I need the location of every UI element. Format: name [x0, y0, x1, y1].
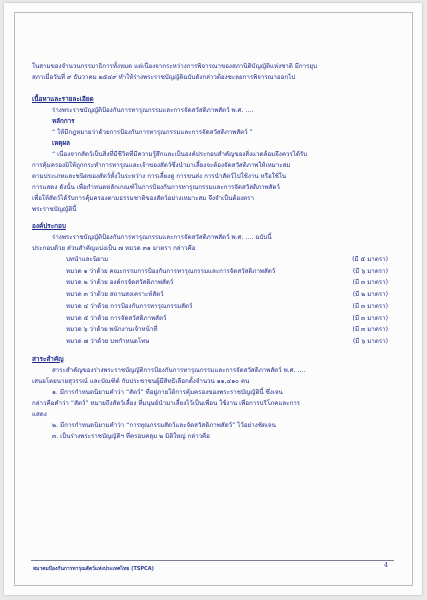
essence-line: สาระสำคัญของร่างพระราชบัญญัติการป้องกันการทารุณกรรมและการจัดสวัสดิภาพสัตว์ พ.ศ. .... — [52, 366, 306, 374]
chapter-row — [32, 289, 388, 301]
footer-divider — [31, 560, 394, 561]
composition-line: ร่างพระราชบัญญัติป้องกันการทารุณกรรมและการจัดสวัสดิภาพสัตว์ พ.ศ. .... ฉบับนี้ — [52, 234, 272, 241]
chapter-section-count: (มี ๓ มาตรา) — [352, 302, 388, 310]
chapter-section-count: (มี ๓ มาตรา) — [352, 326, 388, 334]
intro-line: สภาเมื่อวันที่ ๙ ธันวาคม ๒๕๔๙ ทำให้ร่างพระราชบัญญัติฉบับดังกล่าวต้องชะลอการพิจารณาออกไป — [32, 74, 296, 81]
chapter-row — [32, 266, 388, 278]
principle-text: “ ให้มีกฎหมายว่าด้วยการป้องกันการทารุณกรรมและการจัดสวัสดิภาพสัตว์ ” — [52, 129, 253, 136]
chapter-section-count: (มี ๓ มาตรา) — [352, 279, 388, 287]
chapter-section-count: (มี ๖ มาตรา) — [352, 337, 388, 345]
chapter-name: หมวด ๒ ว่าด้วย องค์กรจัดสวัสดิภาพสัตว์ — [66, 279, 174, 287]
bill-name: ร่างพระราชบัญญัติป้องกันการทารุณกรรมและการจัดสวัสดิภาพสัตว์ พ.ศ. .... — [52, 107, 254, 114]
composition-line: ประกอบด้วย ส่วนสำคัญแบ่งเป็น ๗ หมวด ๓๑ มาตรา กล่าวคือ — [32, 245, 196, 252]
chapter-name: หมวด ๕ ว่าด้วย การจัดสวัสดิภาพสัตว์ — [66, 314, 167, 322]
chapter-row — [32, 313, 388, 325]
chapter-row — [32, 324, 388, 336]
essence-item-1-cont: กล่าวคือคำว่า “สัตว์” หมายถึงสัตว์เลี้ยง ที่มนุษย์นำมาเลี้ยงไว้เป็นเพื่อน ใช้งาน เพื่อการบริโภคและการ — [32, 399, 301, 407]
essence-line: เสนอโดยนายสุวรรณ์ และบัณฑิต์ กับประชาชนผู้มีสิทธิเลือกตั้งจำนวน ๑๑,๔๑๐ คน — [32, 377, 250, 385]
chapter-row — [32, 254, 388, 266]
chapter-name: หมวด ๔ ว่าด้วย การป้องกันการทารุณกรรมสัตว์ — [66, 302, 193, 310]
essence-item-1-cont: แสดง — [32, 410, 47, 418]
reason-line: การแสดง ดังนั้น เพื่อกำหนดหลักเกณฑ์ในการป้องกันการทารุณกรรมและการจัดสวัสดิภาพสัตว์ — [32, 184, 280, 191]
document-page — [4, 3, 422, 595]
chapter-name: หมวด ๗ ว่าด้วย บทกำหนดโทษ — [66, 337, 150, 345]
chapter-name: หมวด ๓ ว่าด้วย สถานสงเคราะห์สัตว์ — [66, 291, 164, 299]
footer-organization: สมาคมป้องกันการทารุณสัตว์แห่งประเทศไทย (TSPCA) — [33, 566, 154, 572]
document-body — [32, 61, 394, 442]
reason-line: ตามประเภทและชนิดของสัตว์ทั้งในระหว่าง การเลี้ยงดู การขนส่ง การนำสัตว์ไปใช้งาน หรือใช้ใน — [32, 173, 287, 180]
chapter-row — [32, 336, 388, 348]
section-heading-content: เนื้อหาและรายละเอียด — [32, 95, 94, 103]
chapter-list — [32, 254, 394, 348]
essence-item-3: ๓. เป็นร่างพระราชบัญญัติฯ ที่ครอบคลุม ๒ มิติใหญ่ กล่าวคือ — [52, 432, 210, 440]
chapter-section-count: (มี ๒ มาตรา) — [352, 291, 388, 299]
principle-heading: หลักการ — [52, 118, 75, 125]
chapter-name: หมวด ๖ ว่าด้วย พนักงานเจ้าหน้าที่ — [66, 326, 158, 334]
section-heading-essence: สาระสำคัญ — [32, 354, 64, 363]
reason-line: เพื่อให้สัตว์ได้รับการคุ้มครองตามธรรมชาติของสัตว์อย่างเหมาะสม จึงจำเป็นต้องตรา — [32, 195, 254, 202]
section-heading-composition: องค์ประกอบ — [32, 222, 66, 230]
chapter-row — [32, 301, 388, 313]
chapter-row — [32, 277, 388, 289]
chapter-section-count: (มี ๖ มาตรา) — [352, 267, 388, 275]
chapter-name: บทนำและนิยาม — [66, 256, 109, 263]
reason-heading: เหตุผล — [52, 140, 70, 147]
chapter-section-count: (มี ๓ มาตรา) — [352, 314, 388, 322]
reason-line: การคุ้มครองมิให้ถูกกระทำการทารุณและเจ้าของสัตว์ซึ่งนำมาเลี้ยงจะต้องจัดสวัสดิภาพให้เหมาะสม — [32, 162, 291, 169]
reason-line: พระราชบัญญัตินี้ — [32, 206, 77, 213]
chapter-section-count: (มี ๕ มาตรา) — [352, 256, 388, 263]
reason-line: “ เนื่องจากสัตว์เป็นสิ่งที่มีชีวิตที่มีความรู้สึกและเป็นองค์ประกอบสำคัญของสิ่งแวดล้อมจึงควรได้รับ — [52, 151, 308, 158]
page-number: 4 — [383, 561, 388, 569]
intro-line: ในสามของจำนวนกรรมาธิการทั้งหมด แต่เนื่องจากระหว่างการพิจารณาของสภานิติบัญญัติแห่งชาติ มีการยุบ — [32, 63, 317, 70]
chapter-name: หมวด ๑ ว่าด้วย คณะกรรมการป้องกันการทารุณกรรมและการจัดสวัสดิภาพสัตว์ — [66, 267, 276, 275]
essence-item-1: ๑. มีการกำหนดนิยามคำว่า “สัตว์” ที่อยู่ภายใต้การคุ้มครองของพระราชบัญญัตินี้ ซึ่งเจน — [52, 388, 283, 396]
essence-item-2: ๒. มีการกำหนดนิยามคำว่า “การทุณกรรมสัตว์และจัดสวัสดิภาพสัตว์” ไว้อย่างชัดเจน — [52, 421, 276, 429]
